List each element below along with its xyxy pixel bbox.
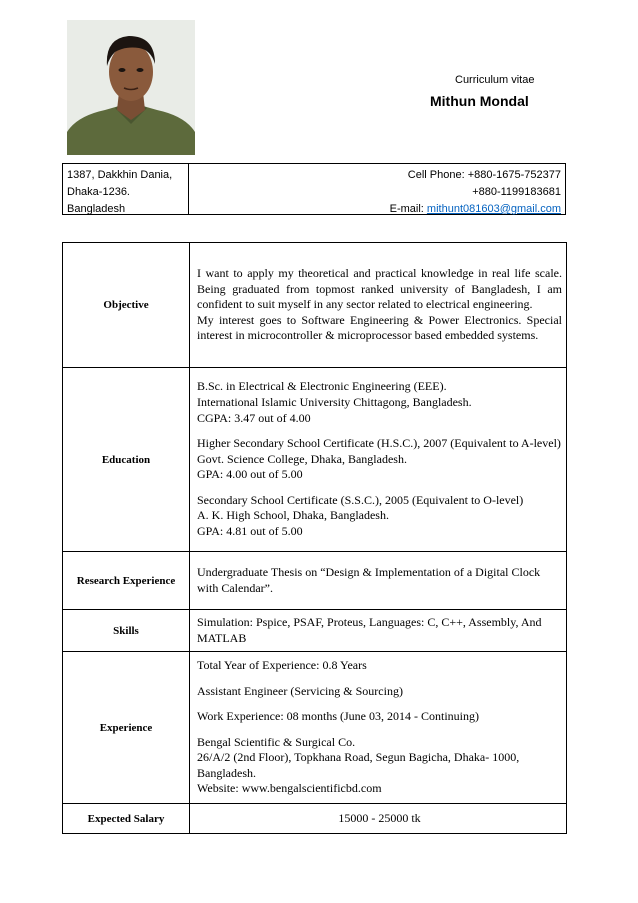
research-text: Undergraduate Thesis on “Design & Implementation of a Digital Clock with Calendar”. bbox=[190, 552, 567, 610]
objective-row bbox=[63, 243, 567, 368]
edu-line: GPA: 4.00 out of 5.00 bbox=[197, 467, 303, 482]
edu-line: CGPA: 3.47 out of 4.00 bbox=[197, 410, 311, 425]
email-label: E-mail: bbox=[389, 203, 427, 215]
exp-line: Total Year of Experience: 0.8 Years bbox=[197, 657, 367, 672]
experience-content bbox=[190, 652, 567, 804]
exp-line: Work Experience: 08 months (June 03, 2014 - Continuing) bbox=[197, 709, 479, 724]
profile-photo-image bbox=[67, 20, 195, 155]
section-label-skills: Skills bbox=[63, 610, 190, 652]
exp-line: Bengal Scientific & Surgical Co. bbox=[197, 734, 356, 749]
cell-phone-secondary: +880-1199183681 bbox=[472, 186, 561, 198]
objective-text: I want to apply my theoretical and practical knowledge in real life scale. Being graduated from topmost ranked university of Bangladesh, I am confident to suit myself in any sector related to electrical engineering. bbox=[197, 266, 562, 312]
edu-line: International Islamic University Chittagong, Bangladesh. bbox=[197, 394, 472, 409]
contact-box bbox=[62, 163, 566, 215]
skills-text: Simulation: Pspice, PSAF, Proteus, Languages: C, C++, Assembly, And MATLAB bbox=[190, 610, 567, 652]
edu-line: A. K. High School, Dhaka, Bangladesh. bbox=[197, 508, 389, 523]
phone-email-cell bbox=[189, 164, 565, 214]
edu-line: Higher Secondary School Certificate (H.S.C.), 2007 (Equivalent to A-level) bbox=[197, 436, 561, 451]
salary-text: 15000 - 25000 tk bbox=[190, 804, 567, 834]
email-link[interactable]: mithunt081603@gmail.com bbox=[426, 203, 561, 215]
edu-line: GPA: 4.81 out of 5.00 bbox=[197, 524, 303, 539]
profile-photo bbox=[67, 20, 195, 155]
salary-row bbox=[63, 804, 567, 834]
objective-content bbox=[190, 243, 567, 368]
section-label-salary: Expected Salary bbox=[63, 804, 190, 834]
candidate-name: Mithun Mondal bbox=[430, 93, 529, 109]
section-label-objective: Objective bbox=[63, 243, 190, 368]
address-cell bbox=[63, 164, 189, 214]
address-line: 1387, Dakkhin Dania, bbox=[67, 169, 173, 181]
exp-line: 26/A/2 (2nd Floor), Topkhana Road, Segun Bagicha, Dhaka- 1000, Bangladesh. bbox=[197, 750, 520, 780]
edu-line: Govt. Science College, Dhaka, Bangladesh. bbox=[197, 451, 407, 466]
education-row bbox=[63, 368, 567, 552]
exp-line: Website: www.bengalscientificbd.com bbox=[197, 781, 382, 796]
section-label-research: Research Experience bbox=[63, 552, 190, 610]
edu-line: Secondary School Certificate (S.S.C.), 2005 (Equivalent to O-level) bbox=[197, 492, 524, 507]
address-line: Bangladesh bbox=[67, 203, 126, 215]
cell-phone-primary: Cell Phone: +880-1675-752377 bbox=[407, 169, 561, 181]
section-label-education: Education bbox=[63, 368, 190, 552]
address-line: Dhaka-1236. bbox=[67, 186, 130, 198]
education-content bbox=[190, 368, 567, 552]
cv-label: Curriculum vitae bbox=[455, 74, 535, 86]
research-row bbox=[63, 552, 567, 610]
skills-row bbox=[63, 610, 567, 652]
email-row bbox=[189, 201, 561, 218]
exp-line: Assistant Engineer (Servicing & Sourcing) bbox=[197, 683, 403, 698]
cv-sections-table bbox=[62, 242, 567, 834]
interest-text: My interest goes to Software Engineering & Power Electronics. Special interest in microcontroller & microprocessor based embedded systems. bbox=[197, 312, 562, 343]
edu-line: B.Sc. in Electrical & Electronic Engineering (EEE). bbox=[197, 379, 447, 394]
section-label-experience: Experience bbox=[63, 652, 190, 804]
experience-row bbox=[63, 652, 567, 804]
